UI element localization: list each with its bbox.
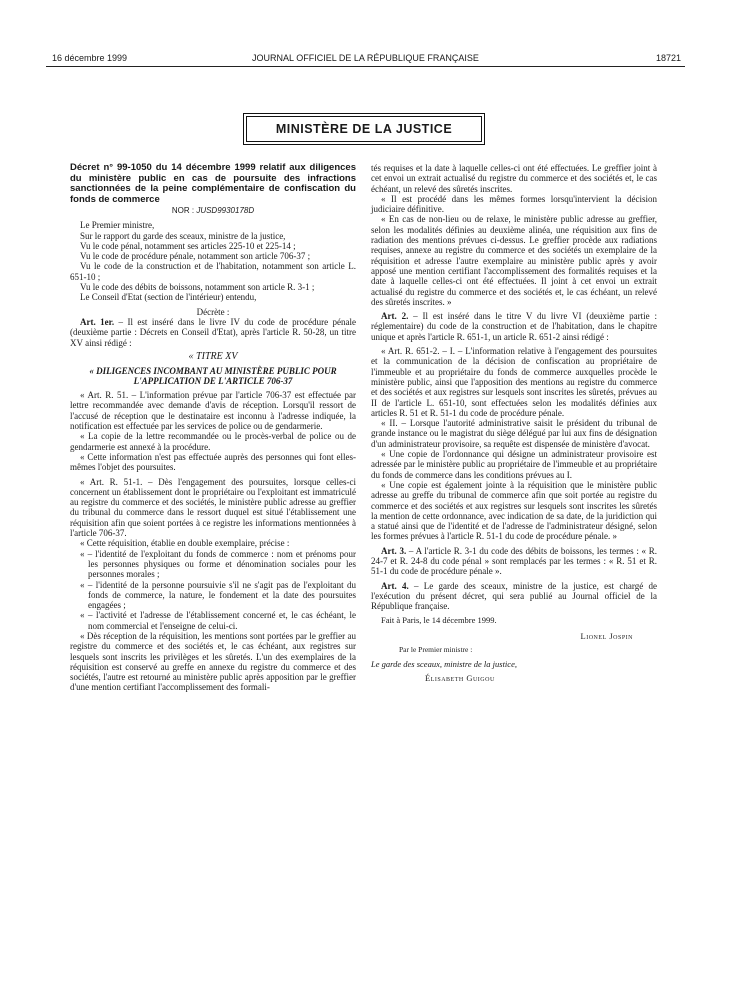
nor-value: JUSD9930178D [196, 206, 255, 215]
paragraph: « II. – Lorsque l'autorité administrative saisit le président du tribunal de grande instance ou le magistrat du siège délégué par lui aux fins de désignation d'un administrateur provisoire, sa requête est dispensée de ministère d'avocat. [371, 418, 657, 449]
decrete-heading: Décrète : [196, 306, 230, 317]
article-3 [371, 546, 657, 577]
visa: Vu le code de procédure pénale, notamment son article 706-37 ; [80, 251, 311, 262]
paragraph: « Cette réquisition, établie en double exemplaire, précise : [80, 538, 290, 549]
paragraph: « Une copie de l'ordonnance qui désigne un administrateur provisoire est adressée par le ministère public au propriétaire de l'immeuble et au propriétaire du fonds de commerce dans les conditions prévues au I. [371, 449, 657, 480]
article-1-text: – Il est inséré dans le livre IV du code de procédure pénale (deuxième partie : Décrets en Conseil d'Etat), après l'article R. 50-28, un titre XV ainsi rédigé : [70, 316, 357, 348]
paragraph: « Il est procédé dans les mêmes formes lorsqu'intervient la décision judiciaire définitive. [371, 193, 657, 215]
header-date: 16 décembre 1999 [52, 53, 128, 63]
paragraph: « Art. R. 51. – L'information prévue par l'article 706-37 est effectuée par lettre recommandée avec demande d'avis de réception. Lorsqu'il ressort de l'accusé de réception que le destinataire est inconnu à l'adresse indiquée, la notification est effectuée par les services de police ou de gendarmerie. [70, 390, 356, 432]
list-item: « – l'identité de la personne poursuivie s'il ne s'agit pas de l'exploitant du fonds de commerce, la nature, le fondement et la date des poursuites engagées ; [80, 579, 356, 611]
signatory-name: Lionel Jospin [580, 631, 633, 642]
article-4 [371, 581, 657, 612]
fait-a-paris: Fait à Paris, le 14 décembre 1999. [381, 615, 497, 626]
page-header [46, 53, 685, 67]
paragraph: « Art. R. 51-1. – Dès l'engagement des poursuites, lorsque celles-ci concernent un établissement dont le propriétaire ou l'exploitant est immatriculé au registre du commerce et des sociétés, le ministère public adresse au greffier du tribunal du commerce dans le ressort duquel est situé l'établissement une réquisition afin que soient portées à ce registre les informations mentionnées à l'article 706-37. [70, 476, 356, 539]
paragraph: « La copie de la lettre recommandée ou le procès-verbal de police ou de gendarmerie est annexé à la procédure. [70, 431, 356, 452]
nor-reference [70, 206, 356, 216]
article-2-text: – Il est inséré dans le titre V du livre VI (deuxième partie : réglementaire) du code de la construction et de l'habitation, dans le chapitre unique et après l'article R. 651-1, un article R. 651-2 ainsi rédigé : [371, 311, 657, 342]
list-item: « – l'identité de l'exploitant du fonds de commerce : nom et prénoms pour les personnes physiques ou forme et dénomination sociales pour les personnes morales ; [80, 548, 356, 580]
paragraph: « Une copie est également jointe à la réquisition que le ministère public adresse au greffe du tribunal de commerce afin que soit portée au registre du commerce et des sociétés et aux registres sur lesquels sont inscrites les sûretés la mention de cette ordonnance, avec indication de sa date, de la juridiction qui a statué ainsi que de l'identité et de l'adresse de l'administrateur désigné, selon les formes prévues à l'article R. 51-1 du code de procédure pénale. » [371, 479, 657, 542]
paragraph: « Dès réception de la réquisition, les mentions sont portées par le greffier au registre du commerce et des sociétés et, le cas échéant, aux registres sur lesquels sont inscrits les privilèges et les sûretés. L'un des exemplaires de la réquisition est conservé au greffe en annexe du registre du commerce et des sociétés, l'autre est retourné au ministère public après apposition par le greffier d'une mention certifiant l'accomplissement des formali- [70, 630, 356, 693]
paragraph: « Cette information n'est pas effectuée auprès des personnes qui font elles-mêmes l'objet des poursuites. [70, 451, 356, 473]
ministry-banner [246, 116, 482, 142]
visa: Vu le code des débits de boissons, notamment son article R. 3-1 ; [80, 282, 315, 293]
decree-title: Décret n° 99-1050 du 14 décembre 1999 relatif aux diligences du ministère public en cas de poursuite des infractions sanctionnées de la peine complémentaire de confiscation du fonds de commerce [70, 162, 356, 205]
list-item: « – l'activité et l'adresse de l'établissement concerné et, le cas échéant, le nom commercial et l'enseigne de celui-ci. [80, 610, 356, 631]
article-4-label: Art. 4. [381, 580, 409, 591]
garde-des-sceaux: Le garde des sceaux, ministre de la justice, [371, 659, 517, 670]
paragraph: « En cas de non-lieu ou de relaxe, le ministère public adresse au greffier, selon les modalités définies au deuxième alinéa, une réquisition aux fins de radiation des mentions prévues ci-dessus. Le greffier procède aux radiations requises, annexe au registre du commerce et des sociétés un exemplaire de la réquisition et adresse l'autre exemplaire au ministère public après y avoir apposé une mention certifiant l'accomplissement des formalités requises et la date à laquelle celles-ci ont été effectuées. Il joint à cet envoi un extrait actualisé du registre du commerce et des sociétés et, le cas échéant, un relevé des sûretés inscrites. » [371, 214, 657, 307]
visa: Le Conseil d'Etat (section de l'intérieur) entendu, [80, 292, 257, 303]
article-3-label: Art. 3. [381, 545, 407, 556]
article-2 [371, 311, 657, 342]
visa: Le Premier ministre, [80, 220, 155, 231]
article-3-text: – A l'article R. 3-1 du code des débits de boissons, les termes : « R. 24-7 et R. 24-8 du code pénal » sont remplacés par les termes : « R. 51 et R. 51-1 du code de procédure pénale ». [371, 545, 657, 577]
header-rule [46, 66, 685, 67]
paragraph: « Art. R. 651-2. – I. – L'information relative à l'engagement des poursuites et la communication de la décision de confiscation au propriétaire de l'immeuble et au propriétaire du fonds de commerce auxquelles procède le ministère public, ainsi que l'apposition des mentions au registre du commerce et des sociétés et aux registres sur lesquels sont inscrites les sûretés, prévues au II de l'article L. 651-10, sont effectuées selon les modalités définies aux articles R. 51 et R. 51-1 du code de procédure pénale. [371, 346, 657, 418]
diligences-heading: « DILIGENCES INCOMBANT AU MINISTÈRE PUBLIC POUR L'APPLICATION DE L'ARTICLE 706-37 [89, 366, 337, 387]
nor-label: NOR : [171, 206, 197, 215]
article-4-text: – Le garde des sceaux, ministre de la justice, est chargé de l'exécution du présent décret, qui sera publié au Journal officiel de la République française. [371, 580, 657, 612]
article-2-label: Art. 2. [381, 311, 409, 322]
left-column [70, 163, 356, 693]
header-page-number: 18721 [655, 53, 681, 63]
ministry-title: MINISTÈRE DE LA JUSTICE [275, 122, 453, 136]
right-column [371, 163, 657, 689]
visa: Vu le code pénal, notamment ses articles 225-10 et 225-14 ; [80, 240, 296, 251]
article-1 [70, 317, 356, 348]
visa: Sur le rapport du garde des sceaux, ministre de la justice, [80, 230, 286, 241]
article-1-label: Art. 1er. [80, 316, 115, 327]
visa: Vu le code de la construction et de l'habitation, notamment son article L. 651-10 ; [70, 261, 356, 282]
signature-block [371, 615, 657, 689]
titre-heading: « TITRE XV [188, 350, 238, 362]
paragraph: tés requises et la date à laquelle celles-ci ont été effectuées. Le greffier joint à cet envoi un extrait actualisé du registre du commerce et des sociétés et, le cas échéant, un relevé des sûretés inscrites. [371, 163, 657, 194]
header-journal-title: JOURNAL OFFICIEL DE LA RÉPUBLIQUE FRANÇAISE [252, 53, 479, 63]
par-le-premier-ministre: Par le Premier ministre : [399, 645, 473, 655]
signatory-2-name: Élisabeth Guigou [425, 673, 495, 684]
